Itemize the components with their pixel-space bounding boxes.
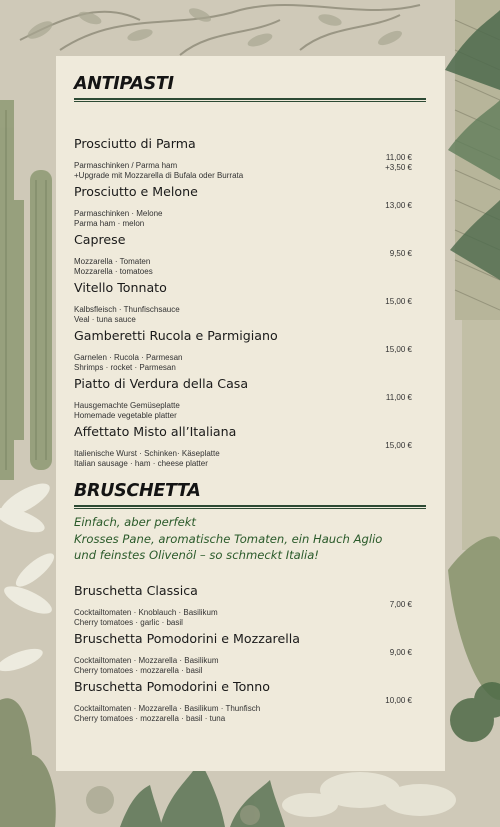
item-name: Piatto di Verdura della Casa [74, 376, 249, 391]
item-desc: Cocktailtomaten · Mozzarella · Basilikum [74, 656, 219, 665]
item-desc: Mozzarella · Tomaten [74, 257, 151, 266]
item-price: 13,00 € [385, 201, 412, 210]
item-line [74, 355, 412, 372]
menu-item [74, 376, 412, 420]
item-line [74, 345, 412, 362]
menu-item [74, 232, 412, 276]
intro-line: und feinstes Olivenöl – so schmeckt Italia! [74, 548, 319, 562]
item-line [74, 211, 412, 228]
item-desc: Hausgemachte Gemüseplatte [74, 401, 180, 410]
item-price: +3,50 € [385, 162, 412, 172]
item-desc: Parmaschinken / Parma ham [74, 161, 178, 170]
item-price: 15,00 € [385, 345, 412, 354]
menu-item [74, 136, 412, 180]
bruschetta-intro [74, 514, 419, 564]
item-desc: Cocktailtomaten · Mozzarella · Basilikum · Thunfisch [74, 704, 261, 713]
item-name: Vitello Tonnato [74, 280, 167, 295]
menu-item [74, 184, 412, 228]
item-desc: Cherry tomatoes · garlic · basil [74, 617, 183, 627]
item-desc: Veal · tuna sauce [74, 314, 136, 324]
item-price: 15,00 € [385, 297, 412, 306]
section-divider [74, 98, 426, 102]
menu-item [74, 424, 412, 468]
item-price: 11,00 € [385, 393, 412, 402]
item-desc: Mozzarella · tomatoes [74, 266, 153, 276]
item-name: Bruschetta Pomodorini e Mozzarella [74, 631, 300, 646]
menu-item [74, 679, 412, 723]
item-name: Caprese [74, 232, 126, 247]
item-desc: Kalbsfleisch · Thunfischsauce [74, 305, 180, 314]
intro-line: Krosses Pane, aromatische Tomaten, ein Hauch Aglio [74, 531, 383, 546]
item-desc: Parmaschinken · Melone [74, 209, 163, 218]
item-name: Gamberetti Rucola e Parmigiano [74, 328, 278, 343]
item-line [74, 600, 412, 617]
section-title-antipasti: ANTIPASTI [74, 74, 174, 94]
item-desc: Shrimps · rocket · Parmesan [74, 362, 176, 372]
item-desc: Homemade vegetable platter [74, 410, 177, 420]
item-line [74, 307, 412, 324]
item-name: Bruschetta Classica [74, 583, 198, 598]
item-desc: Garnelen · Rucola · Parmesan [74, 353, 183, 362]
item-price: 9,00 € [389, 648, 412, 657]
item-price: 11,00 € [385, 153, 412, 162]
item-line [74, 393, 412, 410]
item-line [74, 403, 412, 420]
item-line [74, 441, 412, 458]
item-line [74, 658, 412, 675]
item-name: Affettato Misto all’Italiana [74, 424, 237, 439]
item-line [74, 610, 412, 627]
item-desc: Cherry tomatoes · mozzarella · basil [74, 665, 203, 675]
item-price: 7,00 € [389, 600, 412, 609]
item-line [74, 297, 412, 314]
item-desc: +Upgrade mit Mozzarella di Bufala oder Burrata [74, 170, 244, 180]
item-line [74, 696, 412, 713]
menu-item [74, 583, 412, 627]
item-line [74, 648, 412, 665]
item-price: 10,00 € [385, 696, 412, 705]
item-desc: Italienische Wurst · Schinken· Käseplatte [74, 449, 220, 458]
item-desc: Cherry tomatoes · mozzarella · basil · tuna [74, 713, 226, 723]
item-price: 15,00 € [385, 441, 412, 450]
item-price: 9,50 € [389, 249, 412, 258]
item-name: Bruschetta Pomodorini e Tonno [74, 679, 270, 694]
item-line [74, 706, 412, 723]
menu-item [74, 280, 412, 324]
section-title-bruschetta: BRUSCHETTA [74, 481, 201, 501]
item-desc: Parma ham · melon [74, 218, 145, 228]
intro-line: Einfach, aber perfekt [74, 515, 196, 529]
item-desc: Cocktailtomaten · Knoblauch · Basilikum [74, 608, 218, 617]
item-line [74, 259, 412, 276]
item-name: Prosciutto e Melone [74, 184, 198, 199]
item-line [74, 249, 412, 266]
section-divider [74, 505, 426, 509]
menu-item [74, 631, 412, 675]
item-line [74, 201, 412, 218]
item-desc: Italian sausage · ham · cheese platter [74, 458, 208, 468]
item-line [74, 162, 412, 180]
menu-item [74, 328, 412, 372]
menu-panel [56, 56, 445, 771]
item-name: Prosciutto di Parma [74, 136, 196, 151]
item-line [74, 451, 412, 468]
